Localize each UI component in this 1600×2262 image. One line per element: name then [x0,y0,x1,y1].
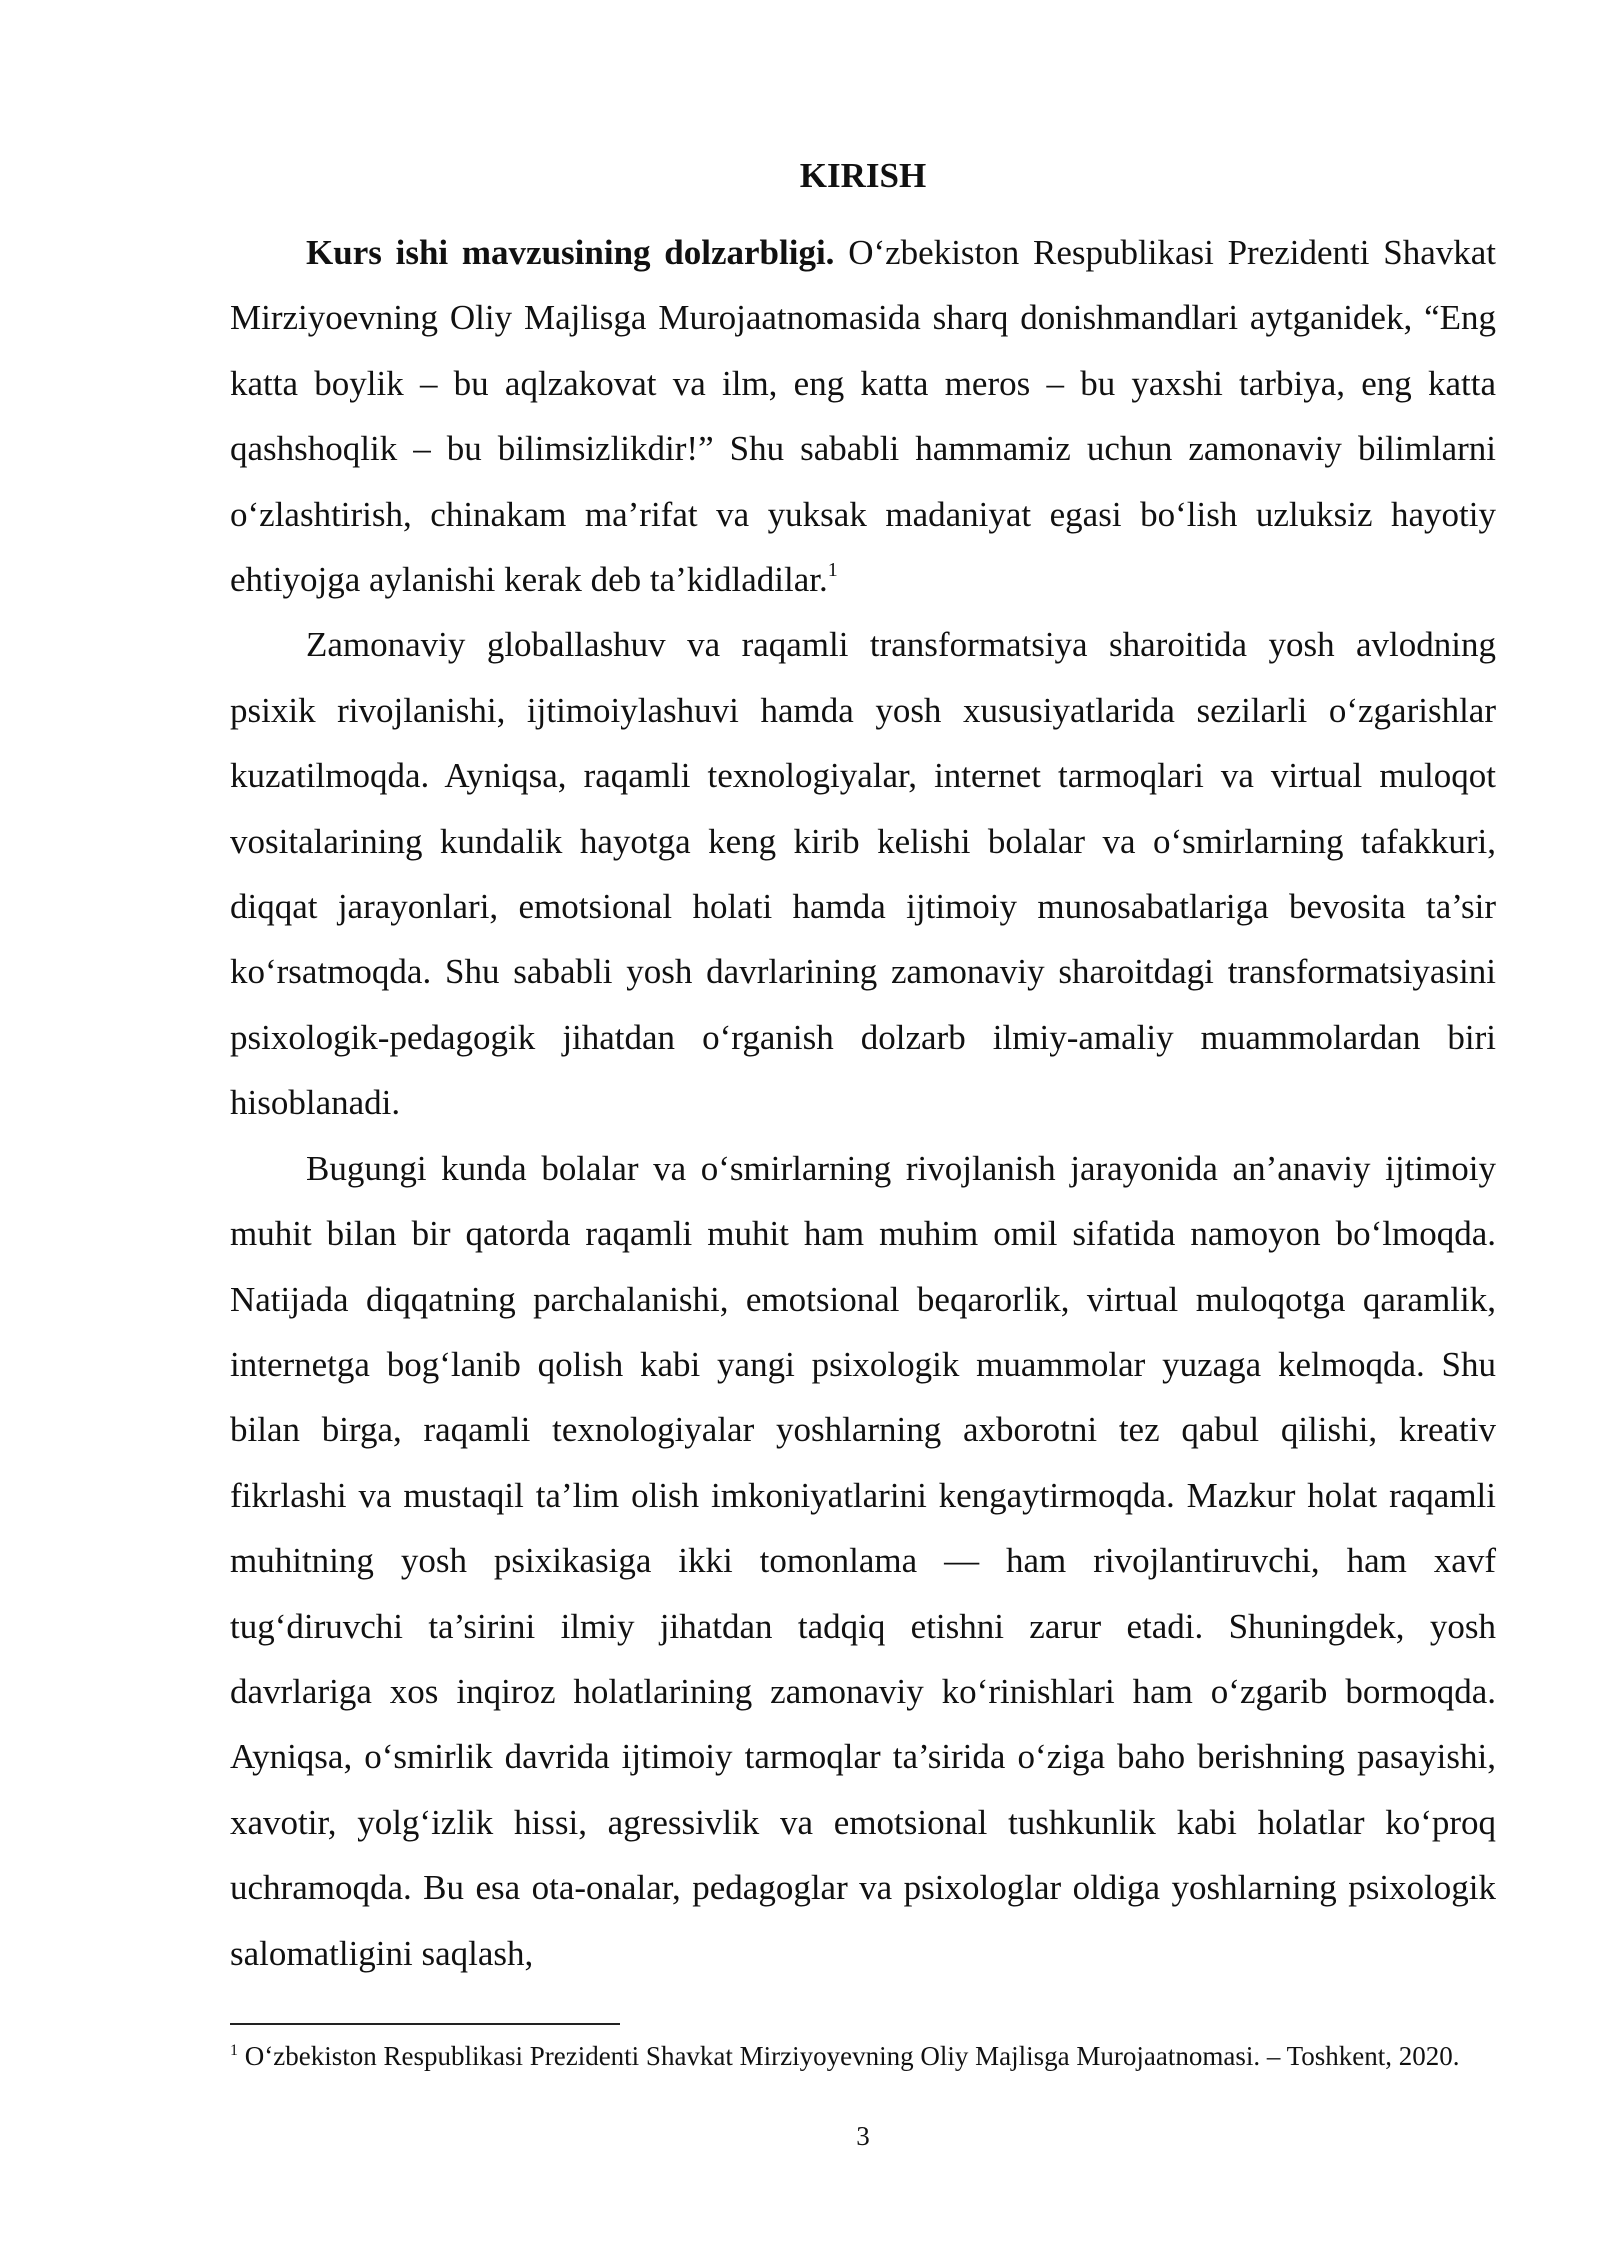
footnote-reference[interactable]: 1 [827,559,838,582]
body-text [230,220,1496,1986]
paragraph-1 [230,220,1496,612]
page-number: 3 [856,2121,870,2151]
paragraph-3: Bugungi kunda bolalar va o‘smirlarning rivojlanish jarayonida an’anaviy ijtimoiy muhit bilan bir qatorda raqamli muhit ham muhim omil sifatida namoyon bo‘lmoqda. Natijada diqqatning parchalanishi, emotsional beqarorlik, virtual muloqotga qaramlik, internetga bog‘lanib qolish kabi yangi psixologik muammolar yuzaga kelmoqda. Shu bilan birga, raqamli texnologiyalar yoshlarning axborotni tez qabul qilishi, kreativ fikrlashi va mustaqil ta’lim olish imkoniyatlarini kengaytirmoqda. Mazkur holat raqamli muhitning yosh psixikasiga ikki tomonlama — ham rivojlantiruvchi, ham xavf tug‘diruvchi ta’sirini ilmiy jihatdan tadqiq etishni zarur etadi. Shuningdek, yosh davrlariga xos inqiroz holatlarining zamonaviy ko‘rinishlari ham o‘zgarib bormoqda. Ayniqsa, o‘smirlik davrida ijtimoiy tarmoqlar ta’sirida o‘ziga baho berishning pasayishi, xavotir, yolg‘izlik hissi, agressivlik va emotsional tushkunlik kabi holatlar ko‘proq uchramoqda. Bu esa ota-onalar, pedagoglar va psixologlar oldiga yoshlarning psixologik salomatligini saqlash, [230,1148,1496,1973]
paragraph-2: Zamonaviy globallashuv va raqamli transformatsiya sharoitida yosh avlodning psixik rivojlanishi, ijtimoiylashuvi hamda yosh xususiyatlarida sezilarli o‘zgarishlar kuzatilmoqda. Ayniqsa, raqamli texnologiyalar, internet tarmoqlari va virtual muloqot vositalarining kundalik hayotga keng kirib kelishi bolalar va o‘smirlarning tafakkuri, diqqat jarayonlari, emotsional holati hamda ijtimoiy munosabatlariga bevosita ta’sir ko‘rsatmoqda. Shu sababli yosh davrlarining zamonaviy sharoitdagi transformatsiyasini psixologik-pedagogik jihatdan o‘rganish dolzarb ilmiy-amaliy muammolardan biri hisoblanadi. [230,625,1496,1123]
paragraph-lead: Kurs ishi mavzusining dolzarbligi. [306,233,835,272]
footnote [230,2038,1496,2074]
page-title: KIRISH [799,156,927,195]
footnote-text: O‘zbekiston Respublikasi Prezidenti Shavkat Mirziyoyevning Oliy Majlisga Murojaatnomasi. – Toshkent, 2020. [238,2041,1460,2071]
footnote-separator [230,2023,620,2025]
paragraph-1-text: O‘zbekiston Respublikasi Prezidenti Shavkat Mirziyoevning Oliy Majlisga Murojaatnomasida sharq donishmandlari aytganidek, “Eng katta boylik – bu aqlzakovat va ilm, eng katta meros – bu yaxshi tarbiya, eng katta qashshoqlik – bu bilimsizlikdir!” Shu sababli hammamiz uchun zamonaviy bilimlarni o‘zlashtirish, chinakam ma’rifat va yuksak madaniyat egasi bo‘lish uzluksiz hayotiy ehtiyojga aylanishi kerak deb ta’kidladilar. [230,233,1496,600]
document-page [230,0,1496,2262]
footnote-marker: 1 [230,2042,238,2059]
